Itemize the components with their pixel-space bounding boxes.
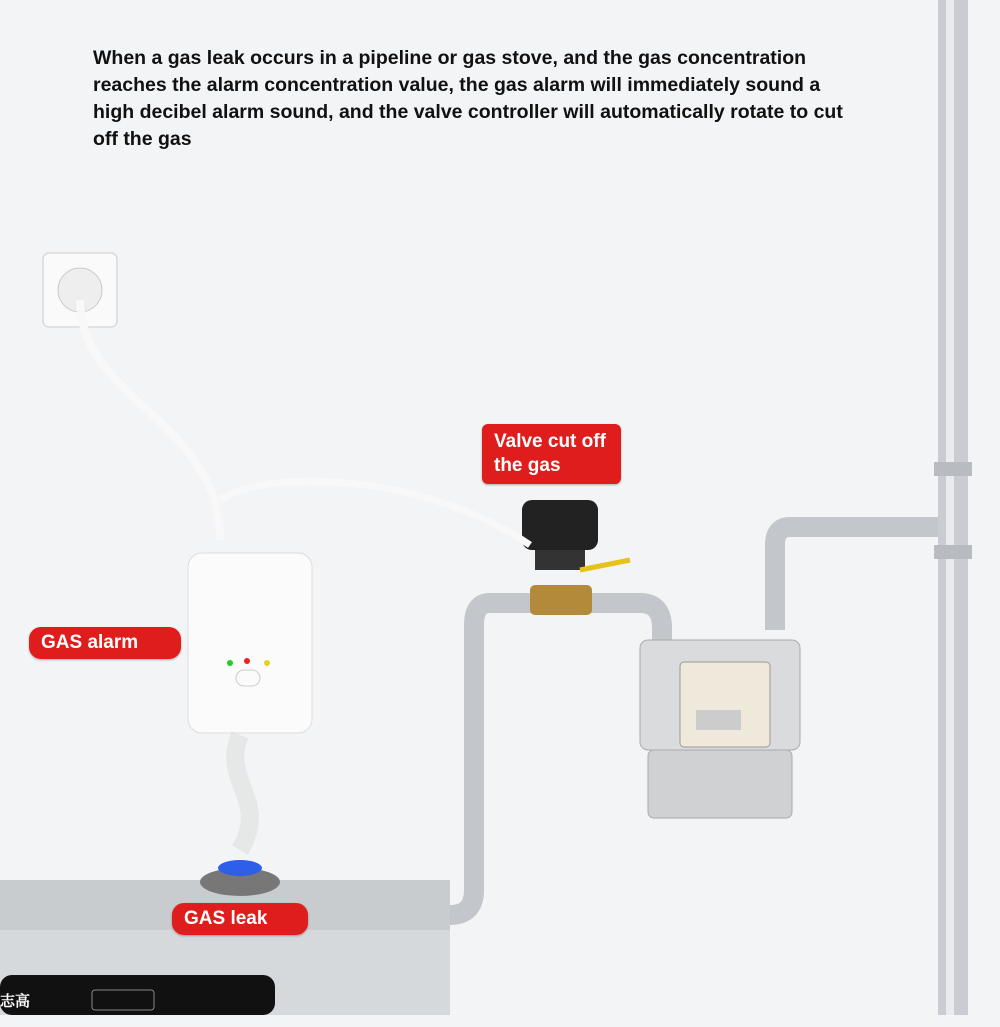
- valve-cable: [220, 481, 530, 545]
- gas-smoke: [235, 735, 250, 850]
- gas-meter: [640, 640, 800, 818]
- gas-alarm-label: GAS alarm: [29, 627, 181, 659]
- gas-alarm-device: [188, 553, 312, 733]
- stove-brand-logo: 志高: [0, 993, 31, 1010]
- meter-pipe: [590, 603, 662, 640]
- yellow-led-icon: [264, 660, 270, 666]
- gas-stove: [0, 860, 450, 1015]
- power-cable: [80, 300, 220, 540]
- valve-label: Valve cut off the gas: [482, 424, 621, 484]
- green-led-icon: [227, 660, 233, 666]
- description-text: When a gas leak occurs in a pipeline or gas stove, and the gas concentration reaches the alarm concentration value, the gas alarm will immediately sound a high decibel alarm sound, and the valve controller will automatically rotate to cut off the gas: [93, 47, 843, 150]
- red-led-icon: [244, 658, 250, 664]
- stove-control-panel: [0, 975, 275, 1015]
- riser-pipe: [934, 0, 972, 1015]
- flame-icon: [218, 860, 262, 876]
- connection-pipe: [775, 527, 938, 630]
- stove-pipe: [450, 603, 535, 915]
- gas-leak-label: GAS leak: [172, 903, 308, 935]
